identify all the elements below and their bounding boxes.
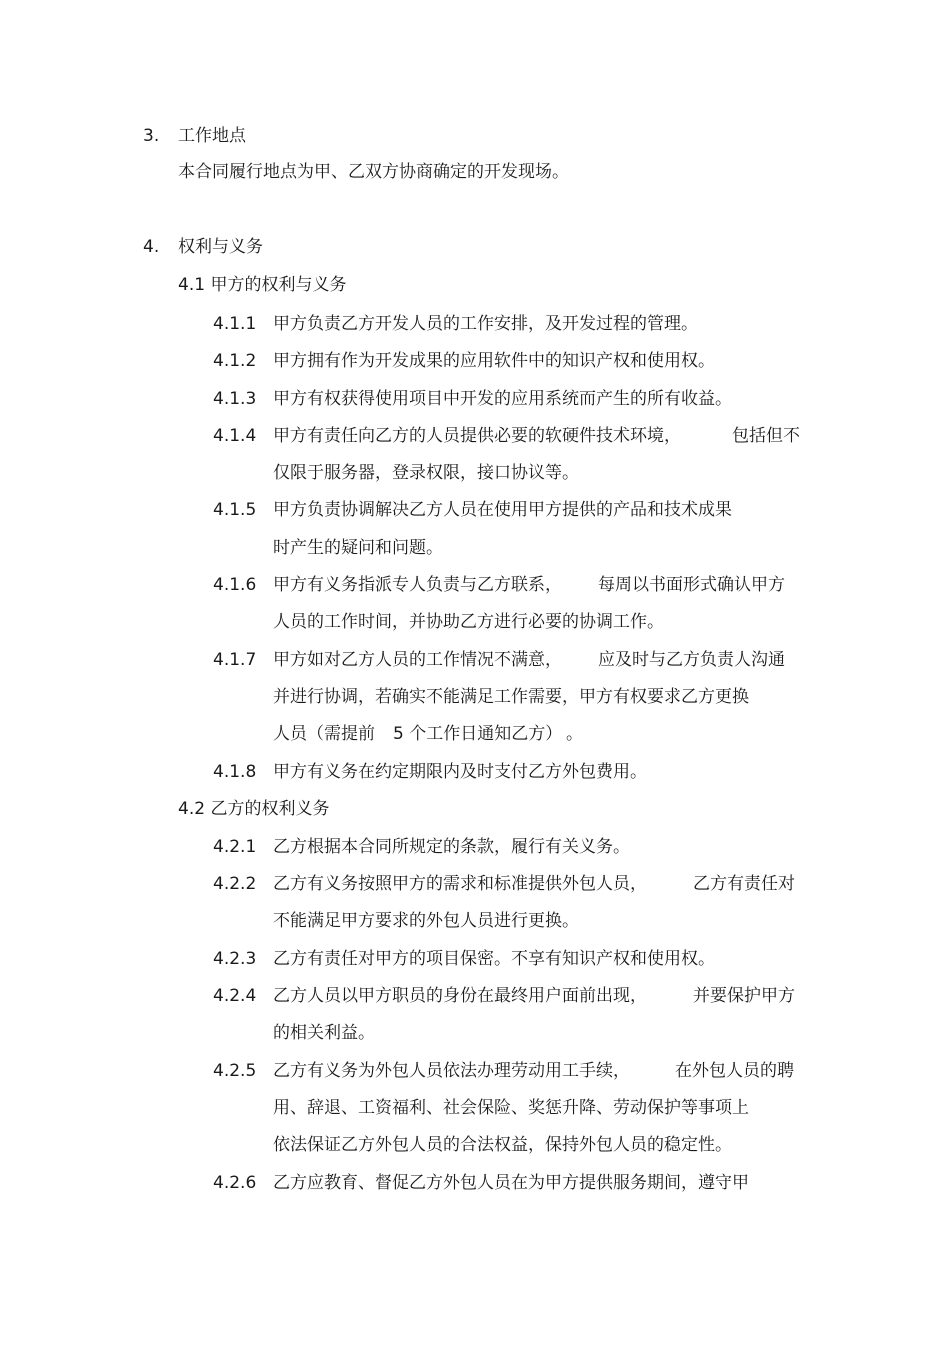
section-3-title: 工作地点 — [178, 126, 246, 146]
clause-text: 乙方应教育、督促乙方外包人员在为甲方提供服务期间，遵守甲 — [273, 1173, 749, 1193]
clause-number: 4.2.6 — [213, 1173, 257, 1193]
clause-number: 4.1.2 — [213, 351, 257, 371]
clause-text: 甲方有义务指派专人负责与乙方联系， — [273, 575, 562, 595]
clause-text: 甲方有责任向乙方的人员提供必要的软硬件技术环境， — [273, 426, 681, 446]
clause-number: 4.2.5 — [213, 1061, 257, 1081]
clause-text: 乙方有义务按照甲方的需求和标准提供外包人员， — [273, 874, 647, 894]
clause-text: 甲方负责乙方开发人员的工作安排，及开发过程的管理。 — [273, 314, 698, 334]
clause-text: 甲方有义务在约定期限内及时支付乙方外包费用。 — [273, 762, 647, 782]
clause-text: 时产生的疑问和问题。 — [273, 538, 443, 558]
clause-text: 不能满足甲方要求的外包人员进行更换。 — [273, 911, 579, 931]
clause-number: 4.1.6 — [213, 575, 257, 595]
section-4-number: 4. — [143, 237, 160, 257]
clause-text: 并要保护甲方 — [693, 986, 795, 1006]
clause-text: 甲方负责协调解决乙方人员在使用甲方提供的产品和技术成果 — [273, 500, 732, 520]
clause-text: 人员（需提前 — [273, 724, 375, 744]
clause-text: 在外包人员的聘 — [675, 1061, 794, 1081]
section-3-number: 3. — [143, 126, 160, 146]
clause-text: 乙方根据本合同所规定的条款，履行有关义务。 — [273, 837, 630, 857]
clause-number: 4.1.7 — [213, 650, 257, 670]
clause-text: 。 — [566, 724, 583, 744]
clause-number: 4.1.1 — [213, 314, 257, 334]
clause-text: 甲方有权获得使用项目中开发的应用系统而产生的所有收益。 — [273, 389, 732, 409]
clause-text: 仅限于服务器，登录权限，接口协议等。 — [273, 463, 579, 483]
clause-text: 乙方有义务为外包人员依法办理劳动用工手续， — [273, 1061, 630, 1081]
clause-number: 4.1.4 — [213, 426, 257, 446]
clause-text: 包括但不 — [732, 426, 800, 446]
clause-text: 乙方人员以甲方职员的身份在最终用户面前出现， — [273, 986, 647, 1006]
section-4-title: 权利与义务 — [178, 237, 263, 257]
section-4-1-heading: 4.1 甲方的权利与义务 — [178, 275, 347, 295]
clause-number: 4.2.1 — [213, 837, 257, 857]
clause-text: 5 个工作日通知乙方） — [393, 724, 563, 744]
section-3-body: 本合同履行地点为甲、乙双方协商确定的开发现场。 — [178, 162, 569, 182]
clause-text: 乙方有责任对 — [693, 874, 795, 894]
clause-text: 应及时与乙方负责人沟通 — [598, 650, 785, 670]
clause-text: 的相关利益。 — [273, 1023, 375, 1043]
clause-text: 甲方拥有作为开发成果的应用软件中的知识产权和使用权。 — [273, 351, 715, 371]
clause-text: 并进行协调，若确实不能满足工作需要，甲方有权要求乙方更换 — [273, 687, 749, 707]
clause-number: 4.2.3 — [213, 949, 257, 969]
clause-text: 乙方有责任对甲方的项目保密。不享有知识产权和使用权。 — [273, 949, 715, 969]
clause-number: 4.2.2 — [213, 874, 257, 894]
clause-text: 甲方如对乙方人员的工作情况不满意， — [273, 650, 562, 670]
clause-text: 每周以书面形式确认甲方 — [598, 575, 785, 595]
section-4-2-heading: 4.2 乙方的权利义务 — [178, 799, 330, 819]
clause-text: 人员的工作时间，并协助乙方进行必要的协调工作。 — [273, 612, 664, 632]
clause-number: 4.1.3 — [213, 389, 257, 409]
clause-number: 4.1.8 — [213, 762, 257, 782]
clause-text: 依法保证乙方外包人员的合法权益，保持外包人员的稳定性。 — [273, 1135, 732, 1155]
clause-number: 4.2.4 — [213, 986, 257, 1006]
clause-number: 4.1.5 — [213, 500, 257, 520]
clause-text: 用、辞退、工资福利、社会保险、奖惩升降、劳动保护等事项上 — [273, 1098, 749, 1118]
